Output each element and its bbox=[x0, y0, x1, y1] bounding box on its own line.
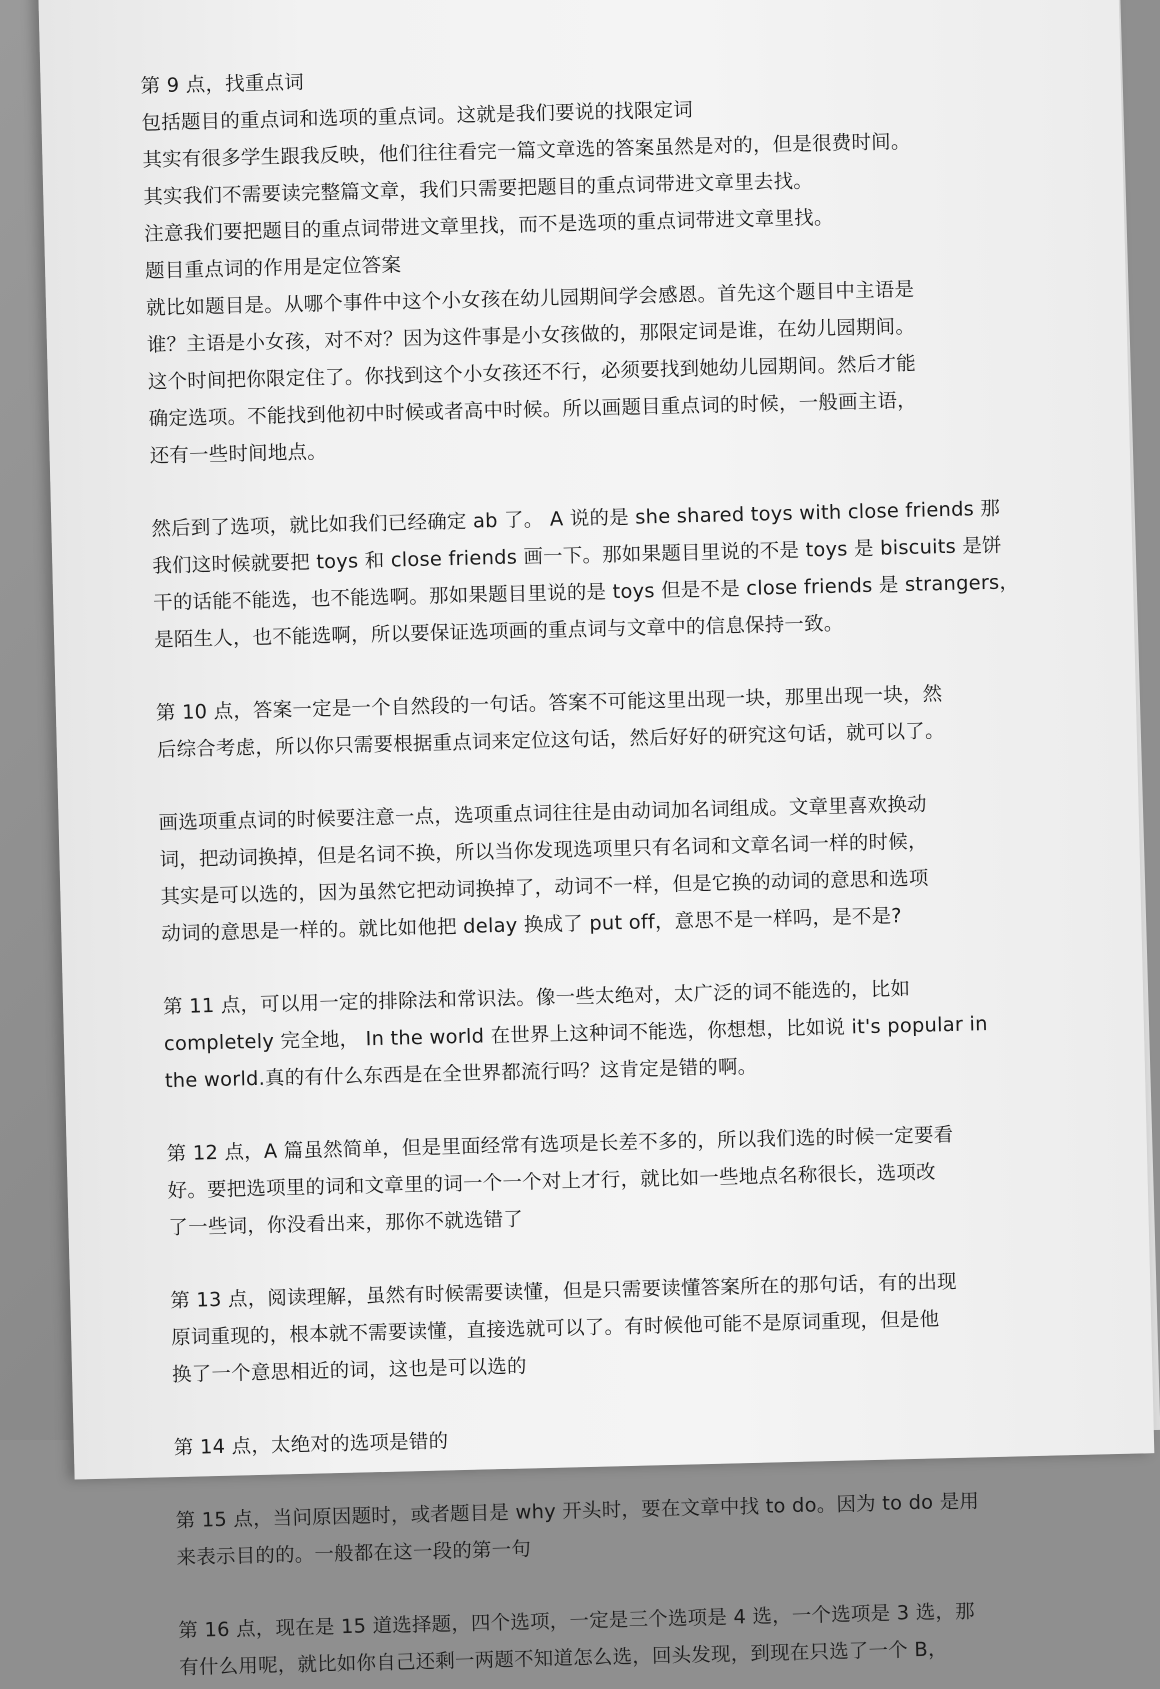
text-line: 注意我们要把题目的重点词带进文章里找，而不是选项的重点词带进文章里找。 bbox=[143, 205, 834, 246]
text-line: 还有一些时间地点。 bbox=[149, 440, 328, 468]
text-line: 画选项重点词的时候要注意一点，选项重点词往往是由动词加名词组成。文章里喜欢换动 bbox=[158, 792, 927, 835]
text-line: 包括题目的重点词和选项的重点词。这就是我们要说的找限定词 bbox=[141, 98, 694, 135]
text-line: 来表示目的的。一般都在这一段的第一句 bbox=[176, 1537, 532, 1570]
paragraph-p16 bbox=[178, 1592, 1000, 1686]
text-line: 其实是可以选的，因为虽然它把动词换掉了，动词不一样，但是它换的动词的意思和选项 bbox=[160, 866, 929, 909]
text-line: 原词重现的，根本就不需要读懂，直接选就可以了。有时候他可能不是原词重现，但是他 bbox=[170, 1307, 940, 1350]
text-line: 我们这时候就要把 toys 和 close friends 画一下。那如果题目里说的不是 toys 是 biscuits 是饼 bbox=[152, 533, 1003, 578]
text-line: 动词的意思是一样的。就比如他把 delay 换成了 put off，意思不是一样吗，是不是? bbox=[161, 904, 903, 946]
text-line: 干的话能不能选，也不能选啊。那如果题目里说的是 toys 但是不是 close friends 是 strangers， bbox=[152, 570, 1020, 615]
text-line: 是陌生人，也不能选啊，所以要保证选项画的重点词与文章中的信息保持一致。 bbox=[153, 611, 844, 652]
paragraph-p14 bbox=[173, 1409, 994, 1466]
paragraph-p12 bbox=[166, 1115, 988, 1246]
paragraph-p13 bbox=[170, 1262, 992, 1393]
text-line: 第 12 点，A 篇虽然简单，但是里面经常有选项是长差不多的，所以我们选的时候一定要看 bbox=[166, 1122, 954, 1166]
text-line: 第 10 点，答案一定是一个自然段的一句话。答案不可能这里出现一块，那里出现一块，然 bbox=[155, 682, 943, 725]
text-line: 第 13 点，阅读理解，虽然有时候需要读懂，但是只需要读懂答案所在的那句话，有的出现 bbox=[170, 1269, 957, 1313]
text-line: 其实有很多学生跟我反映，他们往往看完一篇文章选的答案虽然是对的，但是很费时间。 bbox=[142, 129, 911, 172]
paragraph-p11 bbox=[162, 968, 988, 1099]
document-page bbox=[38, 0, 1154, 1680]
text-line: 然后到了选项，就比如我们已经确定 ab 了。 A 说的是 she shared toys with close friends 那 bbox=[151, 496, 1001, 541]
text-line: the world.真的有什么东西是在全世界都流行吗？这肯定是错的啊。 bbox=[164, 1054, 758, 1093]
text-line: 第 14 点，太绝对的选项是错的 bbox=[173, 1429, 449, 1460]
text-line: 了一些词，你没看出来，那你不就选错了 bbox=[168, 1207, 524, 1240]
text-line: 后综合考虑，所以你只需要根据重点词来定位这句话，然后好好的研究这句话，就可以了。 bbox=[156, 719, 945, 762]
text-line: 第 15 点，当问原因题时，或者题目是 why 开头时，要在文章中找 to do。因为 to do 是用 bbox=[175, 1489, 980, 1533]
text-line: completely 完全地， In the world 在世界上这种词不能选，你想想，比如说 it's popular in bbox=[163, 1012, 988, 1056]
paragraph-p10 bbox=[155, 674, 977, 768]
text-line: 第 16 点，现在是 15 道选择题，四个选项，一定是三个选项是 4 选，一个选项是 3 选，那 bbox=[178, 1599, 976, 1643]
text-line: 题目重点词的作用是定位答案 bbox=[144, 253, 402, 283]
text-line: 这个时间把你限定住了。你找到这个小女孩还不行，必须要找到她幼儿园期间。然后才能 bbox=[147, 351, 917, 394]
text-line: 就比如题目是。从哪个事件中这个小女孩在幼儿园期间学会感恩。首先这个题目中主语是 bbox=[145, 277, 915, 320]
text-line: 第 11 点，可以用一定的排除法和常识法。像一些太绝对，太广泛的词不能选的，比如 bbox=[162, 976, 911, 1019]
paragraph-p9b bbox=[151, 490, 1020, 658]
text-block bbox=[140, 47, 1020, 1686]
paragraph-p10b bbox=[158, 784, 981, 952]
paragraph-p9 bbox=[140, 47, 970, 474]
paragraph-p15 bbox=[175, 1482, 997, 1576]
text-line: 其实我们不需要读完整篇文章，我们只需要把题目的重点词带进文章里去找。 bbox=[143, 169, 814, 209]
text-line: 第 9 点，找重点词 bbox=[140, 70, 305, 98]
text-line: 谁？主语是小女孩，对不对？因为这件事是小女孩做的，那限定词是谁，在幼儿园期间。 bbox=[146, 314, 916, 357]
text-line: 换了一个意思相近的词，这也是可以选的 bbox=[171, 1354, 527, 1387]
text-line: 有什么用呢，就比如你自己还剩一两题不知道怎么选，回头发现，到现在只选了一个 B， bbox=[178, 1637, 948, 1680]
text-line: 确定选项。不能找到他初中时候或者高中时候。所以画题目重点词的时候，一般画主语， bbox=[148, 388, 918, 431]
text-line: 好。要把选项里的词和文章里的词一个一个对上才行，就比如一些地点名称很长，选项改 bbox=[167, 1160, 936, 1203]
text-line: 词，把动词换掉，但是名词不换，所以当你发现选项里只有名词和文章名词一样的时候， bbox=[159, 829, 928, 872]
